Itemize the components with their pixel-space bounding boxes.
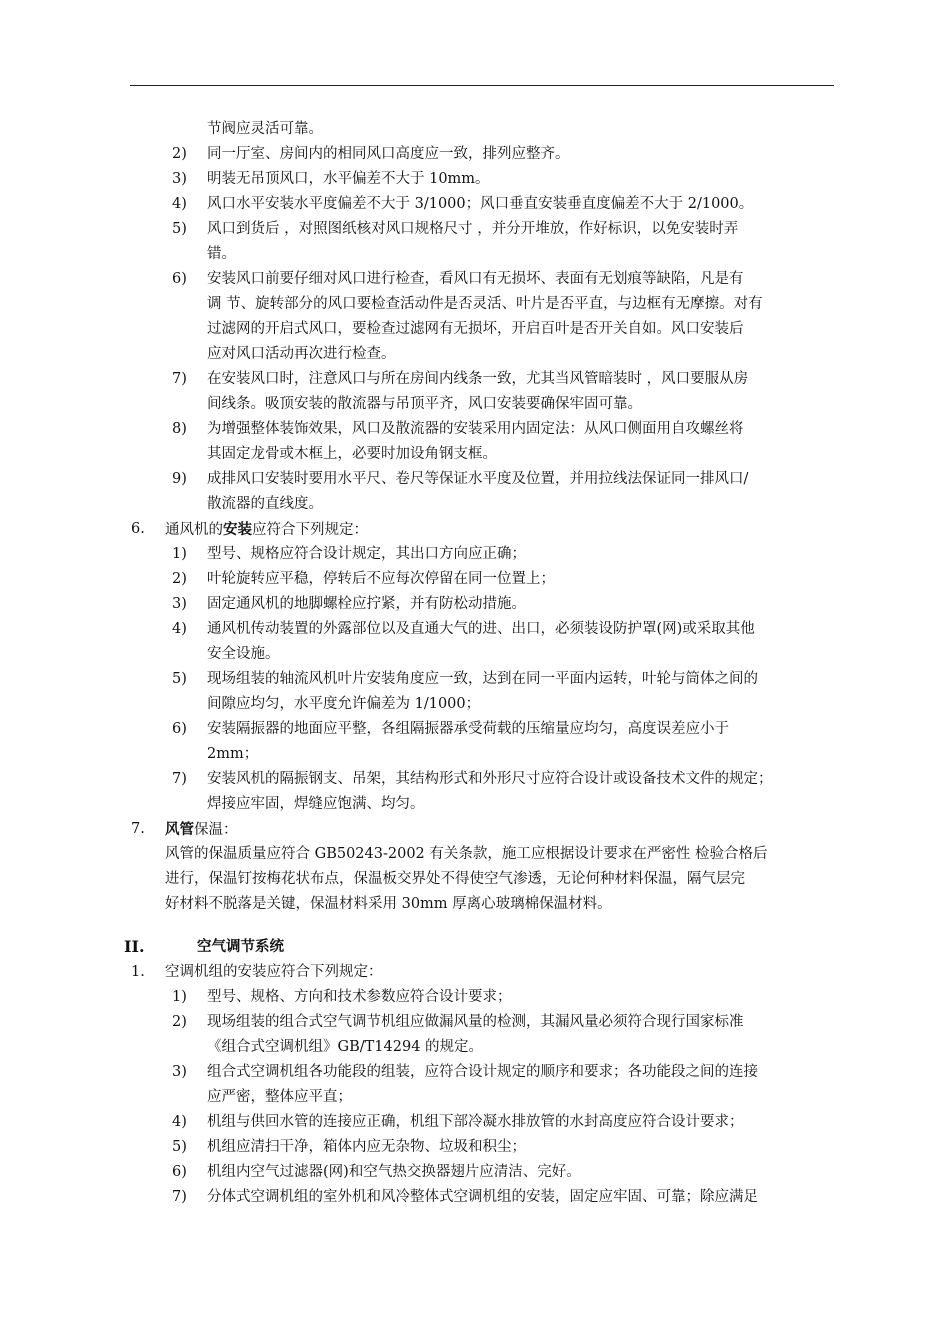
sub-item-text: 通风机传动装置的外露部位以及直通大气的进、出口，必须装设防护罩(网)或采取其他 xyxy=(207,621,755,637)
fan-install-list xyxy=(0,542,950,817)
sub-item xyxy=(0,1135,950,1160)
document-body xyxy=(0,117,950,1210)
sub-item-text: 成排风口安装时要用水平尺、卷尺等保证水平度及位置，并用拉线法保证同一排风口/ xyxy=(207,471,749,487)
sub-item-continuation: 安全设施。 xyxy=(207,646,280,662)
sub-item xyxy=(0,467,950,492)
sub-item-continuation: 过滤网的开启式风口，要检查过滤网有无损坏，开启百叶是否开关自如。风口安装后 xyxy=(207,321,744,337)
sub-item-text: 现场组装的组合式空气调节机组应做漏风量的检测，其漏风量必须符合现行国家标准 xyxy=(207,1014,744,1030)
sub-item-continuation: 应对风口活动再次进行检查。 xyxy=(207,346,396,362)
sub-item-text: 安装风机的隔振钢支、吊架，其结构形式和外形尺寸应符合设计或设备技术文件的规定； xyxy=(207,771,773,787)
sub-item-text: 机组内空气过滤器(网)和空气热交换器翅片应清洁、完好。 xyxy=(207,1164,581,1180)
sub-item-number: 5) xyxy=(172,1139,187,1155)
sub-item-number: 1) xyxy=(172,546,187,562)
sub-item-continuation: 调 节、旋转部分的风口要检查活动件是否灵活、叶片是否平直，与边框有无摩擦。对有 xyxy=(207,296,763,312)
sub-item xyxy=(0,717,950,742)
sub-item-number: 4) xyxy=(172,196,187,212)
sub-item xyxy=(0,1010,950,1035)
item-text: 空调机组的安装应符合下列规定： xyxy=(165,964,383,980)
sub-item xyxy=(0,617,950,642)
sub-item-text: 风口水平安装水平度偏差不大于 3/1000；风口垂直安装垂直度偏差不大于 2/1000。 xyxy=(207,196,754,212)
paragraph-line: 进行，保温钉按梅花状布点，保温板交界处不得使空气渗透，无论何种材料保温，隔气层完 xyxy=(165,871,745,887)
sub-item-text: 安装隔振器的地面应平整，各组隔振器承受荷载的压缩量应均匀，高度误差应小于 xyxy=(207,721,729,737)
sub-item-number: 6) xyxy=(172,271,187,287)
sub-item-continuation: 其固定龙骨或木框上，必要时加设角钢支框。 xyxy=(207,446,497,462)
sub-item-number: 6) xyxy=(172,1164,187,1180)
sub-item xyxy=(0,542,950,567)
item-number: 6. xyxy=(131,521,145,537)
sub-item-text: 安装风口前要仔细对风口进行检查，看风口有无损坏、表面有无划痕等缺陷，凡是有 xyxy=(207,271,744,287)
sub-item-continuation: 应严密，整体应平直； xyxy=(207,1089,352,1105)
sub-item-number: 4) xyxy=(172,621,187,637)
sub-item-continuation: 焊接应牢固，焊缝应饱满、均匀。 xyxy=(207,796,425,812)
section-number: II. xyxy=(124,937,145,956)
sub-item xyxy=(0,985,950,1010)
sub-item-text: 现场组装的轴流风机叶片安装角度应一致，达到在同一平面内运转，叶轮与筒体之间的 xyxy=(207,671,758,687)
sub-item-text: 节阀应灵活可靠。 xyxy=(207,121,323,137)
sub-item-number: 9) xyxy=(172,471,187,487)
sub-item-number: 7) xyxy=(172,1189,187,1205)
sub-item-continuation: 散流器的直线度。 xyxy=(207,496,323,512)
sub-item xyxy=(0,192,950,217)
item-text-post: 保温： xyxy=(194,822,238,838)
sub-item-number: 1) xyxy=(172,989,187,1005)
sub-item-text: 叶轮旋转应平稳，停转后不应每次停留在同一位置上； xyxy=(207,571,555,587)
sub-item xyxy=(0,592,950,617)
sub-item-number: 5) xyxy=(172,221,187,237)
sub-item xyxy=(0,117,950,142)
sub-item-text: 明装无吊顶风口，水平偏差不大于 10mm。 xyxy=(207,171,490,187)
sub-item xyxy=(0,567,950,592)
sub-item-text: 在安装风口时，注意风口与所在房间内线条一致，尤其当风管暗装时 ，风口要服从房 xyxy=(207,371,749,387)
item-text-post: 应符合下列规定： xyxy=(252,522,368,538)
section-title: 空气调节系统 xyxy=(197,938,284,955)
numbered-item-6 xyxy=(0,517,950,542)
sub-item-text: 分体式空调机组的室外机和风冷整体式空调机组的安装，固定应牢固、可靠；除应满足 xyxy=(207,1189,758,1205)
sub-item-number: 7) xyxy=(172,771,187,787)
sub-item-number: 6) xyxy=(172,721,187,737)
sub-item xyxy=(0,667,950,692)
sub-item-continuation: 间隙应均匀，水平度允许偏差为 1/1000； xyxy=(207,696,481,712)
sub-item xyxy=(0,417,950,442)
sub-item-continuation: 间线条。吸顶安装的散流器与吊顶平齐，风口安装要确保牢固可靠。 xyxy=(207,396,642,412)
sub-item-number: 2) xyxy=(172,571,187,587)
numbered-item-7 xyxy=(0,817,950,842)
sub-item-text: 机组与供回水管的连接应正确，机组下部冷凝水排放管的水封高度应符合设计要求； xyxy=(207,1114,744,1130)
sub-item-number: 7) xyxy=(172,371,187,387)
sub-item xyxy=(0,367,950,392)
sub-item-number: 3) xyxy=(172,1064,187,1080)
item-text-bold: 风管 xyxy=(165,821,194,838)
sub-item-continuation: 2mm； xyxy=(207,746,259,762)
paragraph-line: 风管的保温质量应符合 GB50243-2002 有关条款，施工应根据设计要求在严密性 检验合格后 xyxy=(165,846,768,862)
sub-item xyxy=(0,167,950,192)
sub-item-number: 2) xyxy=(172,146,187,162)
sub-item-text: 型号、规格、方向和技术参数应符合设计要求； xyxy=(207,989,512,1005)
sub-item-number: 3) xyxy=(172,596,187,612)
sub-item-number: 2) xyxy=(172,1014,187,1030)
sub-item-number: 8) xyxy=(172,421,187,437)
sub-item-text: 同一厅室、房间内的相同风口高度应一致，排列应整齐。 xyxy=(207,146,570,162)
sub-item xyxy=(0,767,950,792)
sub-item xyxy=(0,1185,950,1210)
ac-unit-install-list xyxy=(0,985,950,1210)
item-number: 1. xyxy=(131,964,145,980)
sub-item xyxy=(0,217,950,242)
sub-item xyxy=(0,1160,950,1185)
sub-item-number: 4) xyxy=(172,1114,187,1130)
sub-item xyxy=(0,1060,950,1085)
sub-item-continuation: 《组合式空调机组》GB/T14294 的规定。 xyxy=(207,1039,484,1055)
section-heading xyxy=(0,933,950,960)
outlet-install-list xyxy=(0,117,950,517)
item-text-pre: 通风机的 xyxy=(165,522,223,538)
item-text-bold: 安装 xyxy=(223,521,252,538)
sub-item-number: 3) xyxy=(172,171,187,187)
item-number: 7. xyxy=(131,821,145,837)
numbered-item-1 xyxy=(0,960,950,985)
sub-item-text: 型号、规格应符合设计规定，其出口方向应正确； xyxy=(207,546,526,562)
sub-item-number: 5) xyxy=(172,671,187,687)
sub-item xyxy=(0,1110,950,1135)
sub-item-text: 组合式空调机组各功能段的组装，应符合设计规定的顺序和要求；各功能段之间的连接 xyxy=(207,1064,758,1080)
sub-item-text: 固定通风机的地脚螺栓应拧紧，并有防松动措施。 xyxy=(207,596,526,612)
sub-item xyxy=(0,267,950,292)
sub-item-continuation: 错。 xyxy=(207,246,236,262)
sub-item-text: 为增强整体装饰效果，风口及散流器的安装采用内固定法：从风口侧面用自攻螺丝将 xyxy=(207,421,744,437)
sub-item-text: 机组应清扫干净，箱体内应无杂物、垃圾和积尘； xyxy=(207,1139,526,1155)
sub-item-text: 风口到货后 ，对照图纸核对风口规格尺寸 ，并分开堆放，作好标识，以免安装时弄 xyxy=(207,221,739,237)
header-rule xyxy=(130,85,834,86)
sub-item xyxy=(0,142,950,167)
paragraph-line: 好材料不脱落是关键，保温材料采用 30mm 厚离心玻璃棉保温材料。 xyxy=(165,896,612,912)
